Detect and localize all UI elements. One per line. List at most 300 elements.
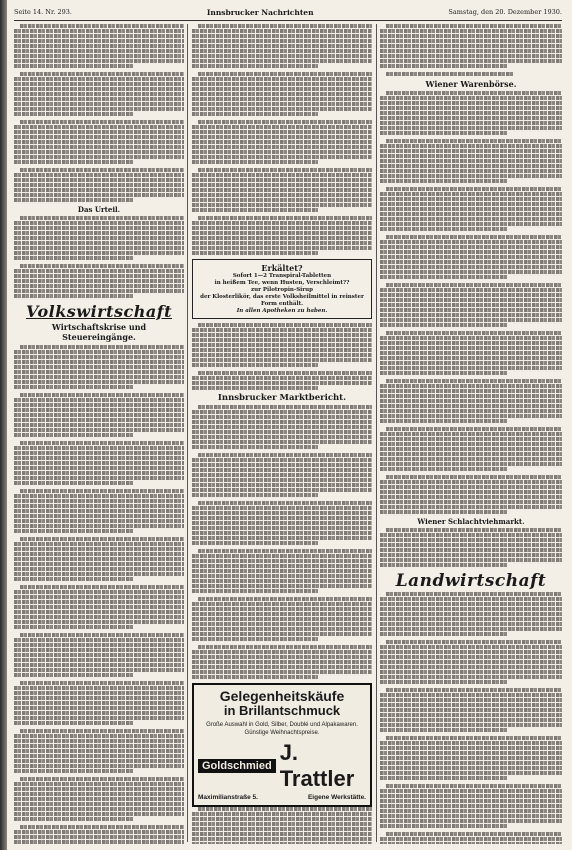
text-line xyxy=(386,427,562,431)
text-line xyxy=(192,92,372,96)
text-line xyxy=(380,543,562,547)
text-line xyxy=(14,706,184,710)
text-line xyxy=(14,754,184,758)
text-line xyxy=(380,842,562,844)
text-line xyxy=(380,723,562,727)
text-line xyxy=(192,226,372,230)
text-line xyxy=(380,703,562,707)
text-line xyxy=(14,140,184,144)
text-line xyxy=(380,336,562,340)
text-line xyxy=(380,270,562,274)
text-line xyxy=(380,313,562,317)
text-line xyxy=(192,82,372,86)
text-line xyxy=(380,728,507,732)
text-line xyxy=(192,246,372,250)
page-header xyxy=(14,6,562,21)
text-line xyxy=(14,572,184,576)
text-line xyxy=(192,333,372,337)
text-line xyxy=(380,632,507,636)
text-line xyxy=(192,473,372,477)
ad-headline: in Brillantschmuck xyxy=(223,703,341,718)
text-line xyxy=(14,423,184,427)
text-line xyxy=(198,216,372,220)
text-line xyxy=(14,350,184,354)
text-line xyxy=(386,640,562,644)
column-1 xyxy=(14,24,184,844)
article-text xyxy=(14,345,184,844)
text-line xyxy=(14,355,184,359)
text-line xyxy=(192,842,372,844)
text-line xyxy=(380,399,562,403)
text-line xyxy=(192,236,372,240)
text-line xyxy=(14,610,184,614)
text-line xyxy=(380,101,562,105)
text-line xyxy=(198,645,372,649)
text-line xyxy=(14,92,184,96)
ad-text: Sofort 1—2 Transpiral-Tabletten xyxy=(232,273,332,279)
text-line xyxy=(14,246,184,250)
text-line xyxy=(20,585,184,589)
article-text xyxy=(380,91,562,514)
text-line xyxy=(380,164,562,168)
text-line xyxy=(380,116,562,120)
text-line xyxy=(380,419,507,423)
text-line xyxy=(192,49,372,53)
text-line xyxy=(14,812,184,816)
text-line xyxy=(380,293,562,297)
text-line xyxy=(192,87,372,91)
text-line xyxy=(380,169,562,173)
text-line xyxy=(14,34,184,38)
text-line xyxy=(14,716,184,720)
text-line xyxy=(380,126,562,130)
section-heading: Wiener Warenbörse. xyxy=(425,79,517,89)
text-line xyxy=(380,500,562,504)
text-line xyxy=(380,44,562,48)
text-line xyxy=(380,457,562,461)
text-line xyxy=(192,832,372,836)
text-line xyxy=(14,696,184,700)
text-line xyxy=(380,49,562,53)
text-line xyxy=(14,461,184,465)
text-line xyxy=(14,668,184,672)
text-line xyxy=(20,777,184,781)
text-line xyxy=(192,358,372,362)
text-line xyxy=(14,802,184,806)
page-binding-edge xyxy=(0,0,7,850)
text-line xyxy=(14,590,184,594)
text-line xyxy=(380,708,562,712)
text-line xyxy=(192,488,372,492)
text-line xyxy=(386,736,562,740)
text-line xyxy=(14,398,184,402)
text-line xyxy=(192,521,372,525)
text-line xyxy=(14,97,184,101)
text-line xyxy=(192,415,372,419)
text-line xyxy=(192,107,372,111)
text-line xyxy=(380,346,562,350)
text-line xyxy=(14,130,184,134)
text-line xyxy=(14,370,184,374)
text-line xyxy=(192,632,372,636)
text-line xyxy=(380,39,562,43)
text-line xyxy=(380,54,562,58)
text-line xyxy=(380,356,562,360)
text-line xyxy=(14,595,184,599)
text-line xyxy=(192,827,372,831)
text-line xyxy=(192,637,318,641)
text-line xyxy=(192,363,318,367)
text-line xyxy=(14,499,184,503)
text-line xyxy=(14,193,184,197)
text-line xyxy=(380,505,562,509)
text-line xyxy=(380,255,562,259)
text-line xyxy=(14,428,184,432)
text-line xyxy=(14,269,184,273)
text-line xyxy=(192,559,372,563)
text-line xyxy=(14,524,184,528)
text-line xyxy=(380,809,562,813)
text-line xyxy=(192,478,372,482)
text-line xyxy=(192,173,372,177)
text-line xyxy=(14,294,133,298)
text-line xyxy=(386,528,562,532)
text-line xyxy=(380,794,562,798)
text-line xyxy=(14,509,184,513)
text-line xyxy=(380,207,562,211)
text-line xyxy=(14,792,184,796)
text-line xyxy=(192,607,372,611)
text-line xyxy=(380,174,562,178)
text-line xyxy=(192,584,372,588)
text-line xyxy=(192,29,372,33)
text-line xyxy=(380,250,562,254)
text-line xyxy=(380,64,507,68)
text-line xyxy=(14,408,184,412)
text-line xyxy=(380,789,562,793)
text-line xyxy=(14,562,184,566)
text-line xyxy=(14,59,184,63)
ad-text: Große Auswahl in Gold, Silber, Doublé und Alpakawaren. Günstige Weihnachtspreise. xyxy=(206,722,358,736)
text-line xyxy=(380,442,562,446)
text-line xyxy=(380,622,562,626)
text-line xyxy=(192,627,372,631)
text-line xyxy=(192,39,372,43)
text-line xyxy=(386,832,562,836)
text-line xyxy=(380,495,562,499)
text-line xyxy=(20,72,184,76)
article-text xyxy=(14,216,184,298)
text-line xyxy=(380,384,562,388)
text-line xyxy=(380,179,507,183)
text-line xyxy=(14,178,184,182)
text-line xyxy=(14,64,133,68)
text-line xyxy=(14,87,184,91)
text-line xyxy=(198,405,372,409)
text-line xyxy=(192,125,372,129)
text-line xyxy=(20,345,184,349)
text-line xyxy=(14,817,133,821)
text-line xyxy=(380,227,507,231)
text-line xyxy=(14,476,184,480)
text-line xyxy=(380,761,562,765)
text-line xyxy=(20,441,184,445)
text-line xyxy=(380,490,562,494)
text-line xyxy=(20,537,184,541)
text-line xyxy=(198,24,372,28)
text-line xyxy=(192,178,372,182)
article-text xyxy=(14,24,184,202)
text-line xyxy=(380,409,562,413)
text-line xyxy=(20,24,184,28)
text-line xyxy=(192,420,372,424)
text-line xyxy=(192,493,318,497)
text-line xyxy=(14,221,184,225)
text-line xyxy=(14,446,184,450)
text-line xyxy=(380,265,562,269)
text-line xyxy=(380,432,562,436)
text-line xyxy=(192,579,372,583)
text-line xyxy=(380,111,562,115)
text-line xyxy=(14,830,184,834)
section-heading: Innsbrucker Marktbericht. xyxy=(217,393,347,403)
text-line xyxy=(380,29,562,33)
text-line xyxy=(14,375,184,379)
text-line xyxy=(192,410,372,414)
text-line xyxy=(14,701,184,705)
text-line xyxy=(380,275,507,279)
text-line xyxy=(20,681,184,685)
text-line xyxy=(192,531,372,535)
text-line xyxy=(14,552,184,556)
text-line xyxy=(380,751,562,755)
text-line xyxy=(380,680,507,684)
text-line xyxy=(380,447,562,451)
cold-remedy-ad xyxy=(192,259,372,319)
text-line xyxy=(386,688,562,692)
text-line xyxy=(386,283,562,287)
text-line xyxy=(192,468,372,472)
text-line xyxy=(380,240,562,244)
text-line xyxy=(380,627,562,631)
text-line xyxy=(192,328,372,332)
text-line xyxy=(386,91,562,95)
text-line xyxy=(14,734,184,738)
text-line xyxy=(386,139,562,143)
text-line xyxy=(380,804,562,808)
text-line xyxy=(192,231,372,235)
article-text xyxy=(192,323,372,390)
text-line xyxy=(192,34,372,38)
newspaper-title: Innsbrucker Nachrichten xyxy=(206,7,314,17)
text-line xyxy=(192,353,372,357)
text-line xyxy=(380,96,562,100)
text-line xyxy=(386,235,562,239)
text-line xyxy=(192,59,372,63)
text-line xyxy=(14,797,184,801)
text-line xyxy=(380,318,562,322)
text-line xyxy=(14,135,184,139)
text-line xyxy=(192,251,318,255)
text-line xyxy=(192,145,372,149)
text-line xyxy=(380,245,562,249)
text-line xyxy=(380,533,562,537)
text-line xyxy=(380,361,562,365)
text-line xyxy=(380,814,562,818)
text-line xyxy=(192,188,372,192)
text-line xyxy=(192,837,372,841)
ad-shop-type: Goldschmied xyxy=(198,759,276,773)
text-line xyxy=(380,414,562,418)
text-line xyxy=(198,323,372,327)
text-line xyxy=(380,713,562,717)
text-line xyxy=(14,567,184,571)
column-divider xyxy=(376,24,377,842)
text-line xyxy=(20,633,184,637)
text-line xyxy=(380,480,562,484)
text-line xyxy=(192,198,372,202)
text-line xyxy=(192,97,372,101)
text-line xyxy=(192,130,372,134)
text-line xyxy=(192,665,372,669)
text-line xyxy=(14,711,184,715)
article-text xyxy=(380,528,562,567)
text-line xyxy=(14,365,184,369)
text-line xyxy=(14,643,184,647)
text-line xyxy=(380,766,562,770)
text-line xyxy=(192,435,372,439)
text-line xyxy=(380,538,562,542)
ad-text: in heißem Tee, wenn Husten, Verschleimt?? xyxy=(214,280,350,286)
text-line xyxy=(380,718,562,722)
text-line xyxy=(14,494,184,498)
text-line xyxy=(14,691,184,695)
text-line xyxy=(14,102,184,106)
column-2 xyxy=(192,24,372,844)
text-line xyxy=(14,183,184,187)
text-line xyxy=(14,49,184,53)
text-line xyxy=(14,241,184,245)
text-line xyxy=(14,658,184,662)
text-line xyxy=(192,516,372,520)
text-line xyxy=(192,812,372,816)
text-line xyxy=(14,514,184,518)
text-line xyxy=(192,343,372,347)
text-line xyxy=(380,698,562,702)
text-line xyxy=(380,563,507,567)
text-line xyxy=(14,360,184,364)
text-line xyxy=(192,193,372,197)
text-line xyxy=(380,303,562,307)
text-line xyxy=(14,251,184,255)
text-line xyxy=(192,650,372,654)
text-line xyxy=(192,541,318,545)
text-line xyxy=(386,592,562,596)
text-line xyxy=(14,54,184,58)
text-line xyxy=(192,386,318,390)
text-line xyxy=(192,203,372,207)
text-line xyxy=(192,622,372,626)
text-line xyxy=(380,548,562,552)
text-line xyxy=(14,787,184,791)
text-line xyxy=(386,331,562,335)
text-line xyxy=(380,597,562,601)
article-text xyxy=(380,592,562,844)
text-line xyxy=(386,24,562,28)
text-line xyxy=(192,817,372,821)
text-line xyxy=(192,183,372,187)
text-line xyxy=(14,673,133,677)
text-line xyxy=(192,526,372,530)
agriculture-section-title: Landwirtschaft xyxy=(395,571,547,591)
text-line xyxy=(192,589,318,593)
text-line xyxy=(192,160,318,164)
text-line xyxy=(14,615,184,619)
text-line xyxy=(14,385,133,389)
text-line xyxy=(380,771,562,775)
text-line xyxy=(20,264,184,268)
text-line xyxy=(14,653,184,657)
article-text xyxy=(380,24,562,76)
text-line xyxy=(14,577,133,581)
text-line xyxy=(14,112,133,116)
ad-address: Maximilianstraße 5. xyxy=(198,794,258,801)
text-line xyxy=(380,558,562,562)
text-line xyxy=(14,782,184,786)
text-line xyxy=(14,605,184,609)
text-line xyxy=(192,440,372,444)
text-line xyxy=(14,145,184,149)
text-line xyxy=(192,77,372,81)
text-line xyxy=(192,564,372,568)
text-line xyxy=(380,485,562,489)
text-line xyxy=(198,453,372,457)
ad-text: zur Pilotropin-Sirup xyxy=(250,287,314,293)
article-text xyxy=(192,405,372,679)
text-line xyxy=(192,64,318,68)
text-line xyxy=(14,29,184,33)
ad-text: der Klosterlikör, das erste Volksheilmittel in reinster Form enthält. xyxy=(200,294,364,307)
text-line xyxy=(14,198,133,202)
text-line xyxy=(198,597,372,601)
text-line xyxy=(20,729,184,733)
text-line xyxy=(192,602,372,606)
text-line xyxy=(20,489,184,493)
text-line xyxy=(192,554,372,558)
text-line xyxy=(198,168,372,172)
text-line xyxy=(198,501,372,505)
text-line xyxy=(198,72,372,76)
text-line xyxy=(192,655,372,659)
text-line xyxy=(380,452,562,456)
text-line xyxy=(14,226,184,230)
text-line xyxy=(192,506,372,510)
text-line xyxy=(380,192,562,196)
text-line xyxy=(14,284,184,288)
text-line xyxy=(14,721,133,725)
text-line xyxy=(192,430,372,434)
text-line xyxy=(380,660,562,664)
text-line xyxy=(14,663,184,667)
text-line xyxy=(14,840,184,844)
text-line xyxy=(14,125,184,129)
ad-headline: Gelegenheitskäufe xyxy=(219,688,345,704)
text-line xyxy=(20,168,184,172)
text-line xyxy=(380,462,562,466)
text-line xyxy=(380,202,562,206)
text-line xyxy=(380,159,562,163)
text-line xyxy=(14,413,184,417)
